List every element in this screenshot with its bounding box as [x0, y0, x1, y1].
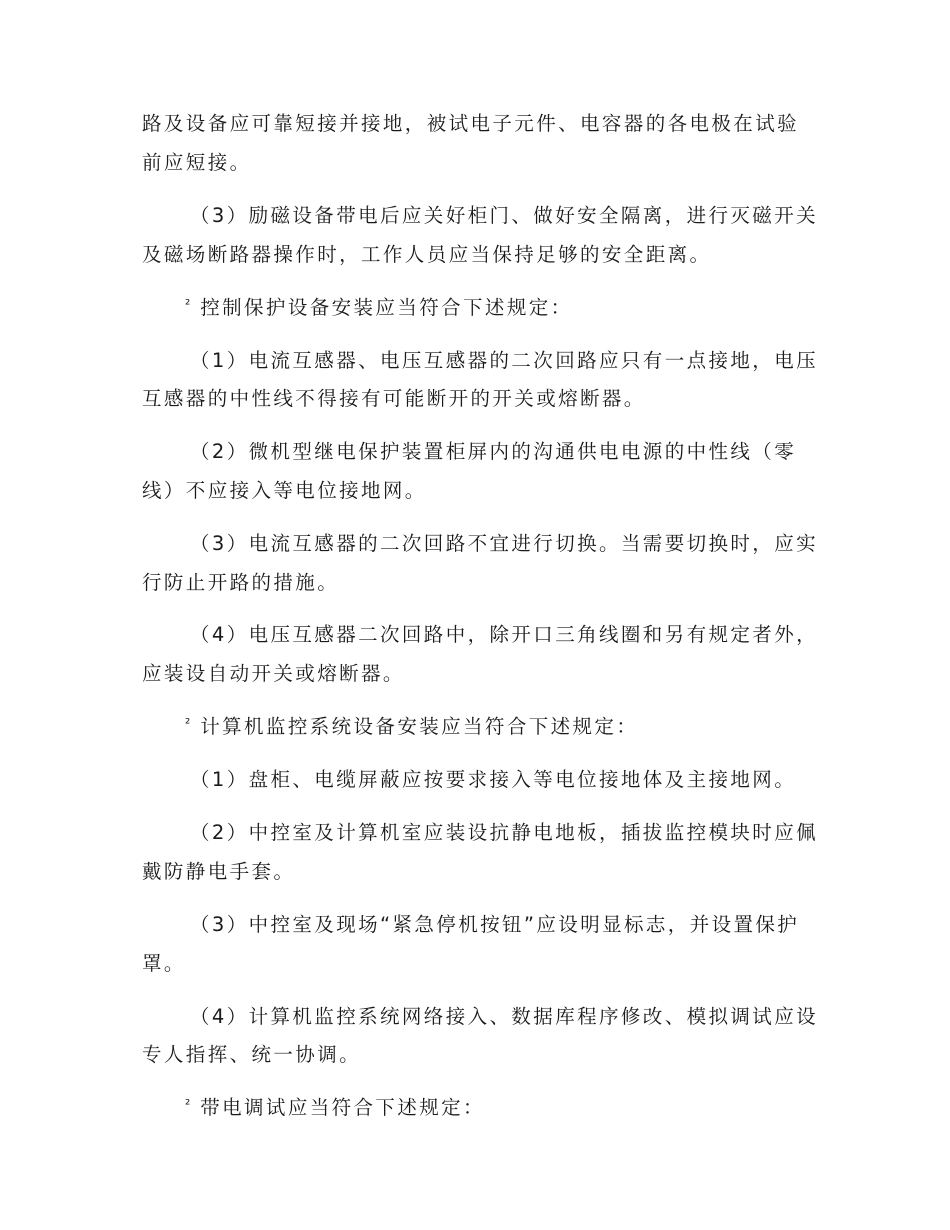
text-line	[0, 240, 950, 270]
text-line	[0, 384, 950, 414]
line-text: 控制保护设备安装应当符合下述规定：	[200, 296, 573, 319]
paragraph-line	[0, 910, 950, 940]
paragraph-line	[0, 529, 950, 559]
line-text: （2）微机型继电保护装置柜屏内的沟通供电电源的中性线（零	[190, 440, 797, 463]
text-line	[0, 949, 950, 979]
line-text: 线）不应接入等电位接地网。	[142, 479, 427, 502]
line-text: 计算机监控系统设备安装应当符合下述规定：	[200, 715, 639, 738]
bullet-line	[0, 712, 950, 742]
bullet-marker: ²	[185, 298, 191, 313]
line-text: 互感器的中性线不得接有可能断开的开关或熔断器。	[142, 387, 646, 410]
line-text: （4）电压互感器二次回路中，除开口三角线圈和另有规定者外，	[190, 623, 819, 646]
line-text: （3）电流互感器的二次回路不宜进行切换。当需要切换时，应实	[190, 532, 819, 555]
paragraph-line	[0, 765, 950, 795]
line-text: （3）中控室及现场“紧急停机按钮”应设明显标志，并设置保护	[190, 913, 800, 936]
paragraph-line	[0, 346, 950, 376]
bullet-line	[0, 1093, 950, 1123]
text-line	[0, 109, 950, 139]
text-line	[0, 857, 950, 887]
text-line	[0, 148, 950, 178]
bullet-marker: ²	[185, 1098, 191, 1113]
bullet-marker: ²	[185, 717, 191, 732]
line-text: 带电调试应当符合下述规定：	[200, 1096, 485, 1119]
text-line	[0, 1040, 950, 1070]
line-text: （4）计算机监控系统网络接入、数据库程序修改、模拟调试应设	[190, 1005, 819, 1028]
line-text: 罩。	[142, 952, 186, 975]
paragraph-line	[0, 201, 950, 231]
line-text: 前应短接。	[142, 151, 252, 174]
paragraph-line	[0, 437, 950, 467]
text-line	[0, 476, 950, 506]
line-text: 行防止开路的措施。	[142, 571, 340, 594]
line-text: 专人指挥、统一协调。	[142, 1043, 362, 1066]
line-text: （1）盘柜、电缆屏蔽应按要求接入等电位接地体及主接地网。	[190, 768, 797, 791]
line-text: （3）励磁设备带电后应关好柜门、做好安全隔离，进行灭磁开关	[190, 204, 819, 227]
paragraph-line	[0, 818, 950, 848]
bullet-line	[0, 293, 950, 323]
paragraph-line	[0, 620, 950, 650]
text-line	[0, 659, 950, 689]
line-text: （2）中控室及计算机室应装设抗静电地板，插拔监控模块时应佩	[190, 821, 819, 844]
text-line	[0, 568, 950, 598]
line-text: 戴防静电手套。	[142, 860, 296, 883]
line-text: 及磁场断路器操作时，工作人员应当保持足够的安全距离。	[142, 243, 712, 266]
paragraph-line	[0, 1002, 950, 1032]
line-text: 应装设自动开关或熔断器。	[142, 662, 405, 685]
line-text: 路及设备应可靠短接并接地，被试电子元件、电容器的各电极在试验	[142, 112, 800, 135]
line-text: （1）电流互感器、电压互感器的二次回路应只有一点接地，电压	[190, 349, 819, 372]
